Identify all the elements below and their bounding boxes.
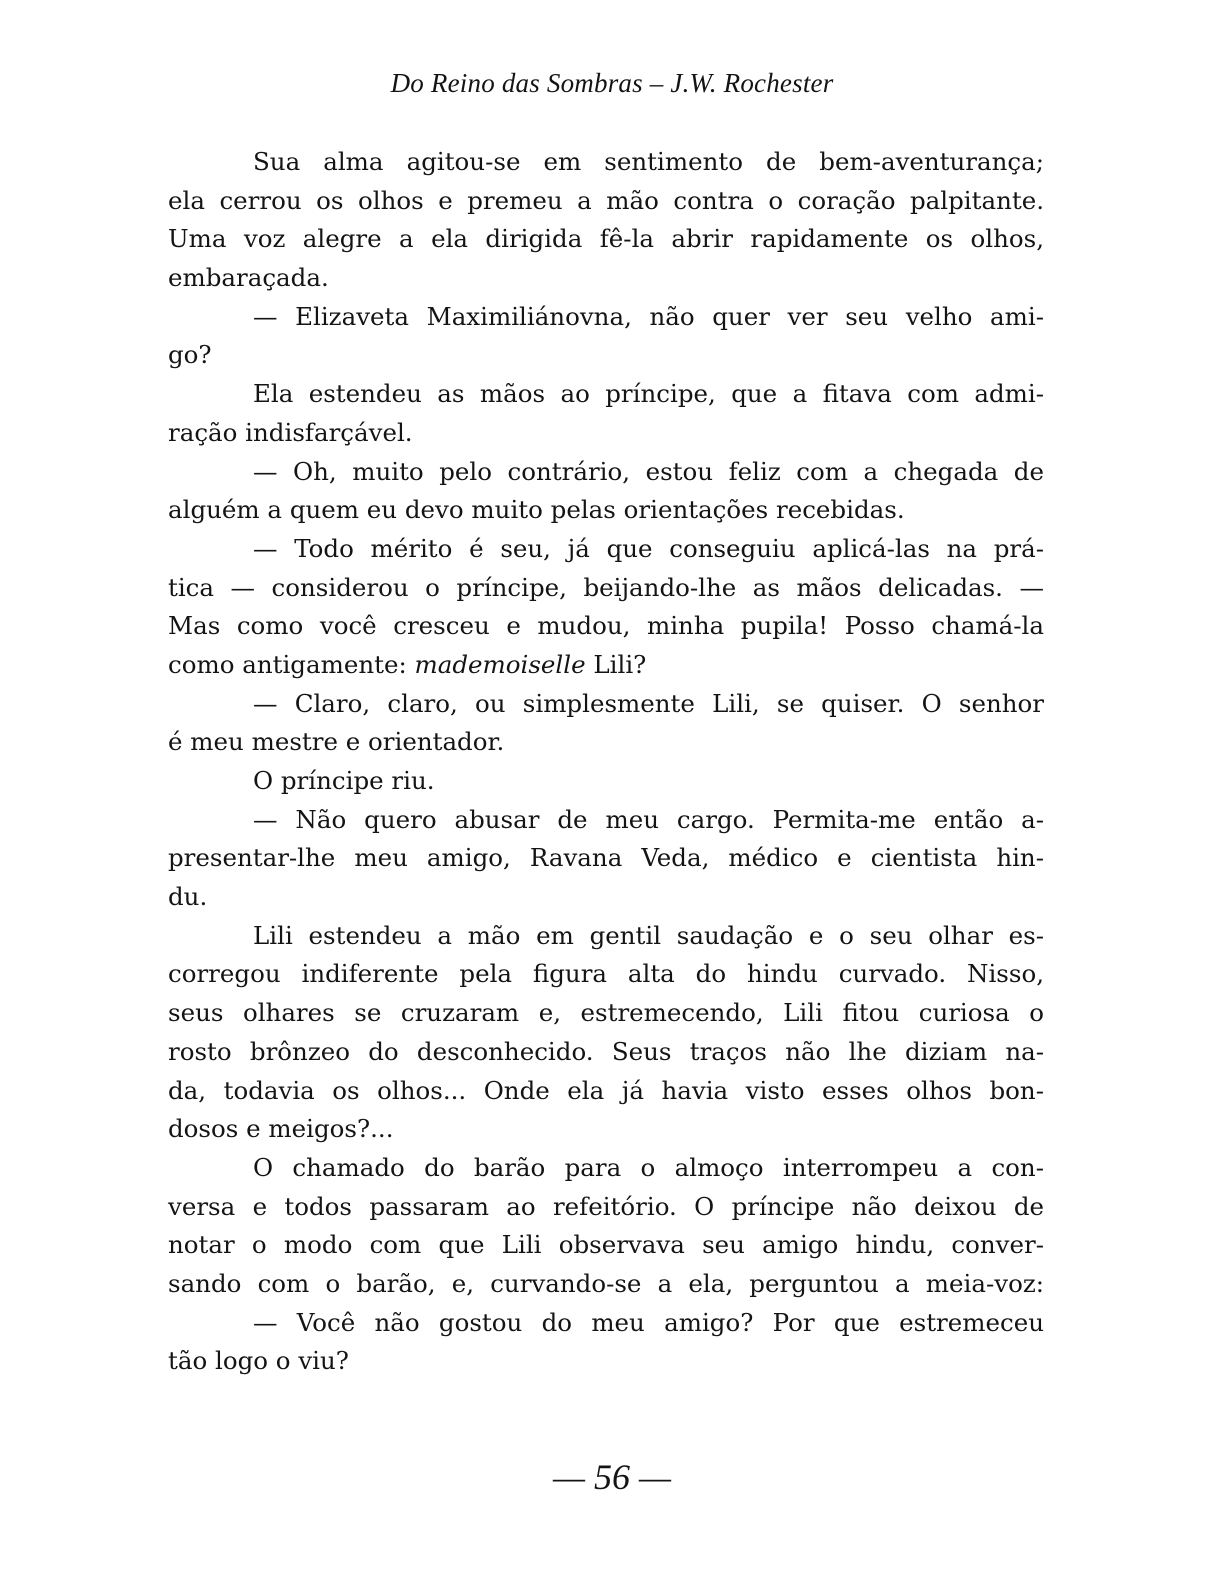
text-line: corregou indiferente pela figura alta do hindu curvado. Nisso, [168, 959, 1044, 989]
text-line: Uma voz alegre a ela dirigida fê-la abrir rapidamente os olhos, [168, 224, 1044, 254]
text-line: alguém a quem eu devo muito pelas orientações recebidas. [168, 495, 905, 525]
text-line: O príncipe riu. [253, 766, 435, 795]
text-line: — Oh, muito pelo contrário, estou feliz com a chegada de [253, 456, 1044, 486]
text-line: versa e todos passaram ao refeitório. O príncipe não deixou de [168, 1191, 1044, 1221]
text-line: notar o modo com que Lili observava seu amigo hindu, conver- [168, 1230, 1044, 1260]
text-line: — Todo mérito é seu, já que conseguiu aplicá-las na prá- [253, 533, 1044, 563]
text-line: du. [168, 882, 208, 912]
text-line: seus olhares se cruzaram e, estremecendo, Lili fitou curiosa o [168, 998, 1044, 1028]
text-line: — Elizaveta Maximiliánovna, não quer ver seu velho ami- [253, 301, 1044, 331]
text-line: tica — considerou o príncipe, beijando-lhe as mãos delicadas. — [168, 572, 1044, 602]
text-line: da, todavia os olhos... Onde ela já havia visto esses olhos bon- [168, 1075, 1044, 1105]
text-line: O chamado do barão para o almoço interrompeu a con- [253, 1152, 1044, 1182]
italic-word: mademoiselle [414, 649, 586, 679]
text-line: — Não quero abusar de meu cargo. Permita-me então a- [253, 804, 1044, 834]
text-line: presentar-lhe meu amigo, Ravana Veda, médico e cientista hin- [168, 843, 1044, 873]
text-line: — Você não gostou do meu amigo? Por que estremeceu [253, 1307, 1044, 1337]
text-line-with-italic [168, 646, 1044, 685]
text-line: Ela estendeu as mãos ao príncipe, que a fitava com admi- [253, 379, 1044, 409]
text-line: rosto brônzeo do desconhecido. Seus traços não lhe diziam na- [168, 1036, 1044, 1066]
text-line: é meu mestre e orientador. [168, 727, 505, 757]
text-line: embaraçada. [168, 263, 329, 293]
page-number: — 56 — [552, 1457, 672, 1497]
text-line: Lili estendeu a mão em gentil saudação e o seu olhar es- [253, 920, 1044, 950]
text-line: sando com o barão, e, curvando-se a ela, perguntou a meia-voz: [168, 1268, 1044, 1298]
text-segment: Lili? [585, 649, 647, 679]
text-line: ela cerrou os olhos e premeu a mão contra o coração palpitante. [168, 185, 1044, 215]
text-line: dosos e meigos?... [168, 1114, 394, 1144]
text-segment: como antigamente: [168, 649, 415, 679]
text-line: Mas como você cresceu e mudou, minha pupila! Posso chamá-la [168, 611, 1044, 641]
text-line: — Claro, claro, ou simplesmente Lili, se quiser. O senhor [253, 688, 1044, 718]
running-header: Do Reino das Sombras – J.W. Rochester [390, 68, 834, 98]
text-line: tão logo o viu? [168, 1346, 349, 1376]
page-body-text [168, 143, 1044, 1381]
text-line: ração indisfarçável. [168, 417, 413, 447]
text-line: Sua alma agitou-se em sentimento de bem-aventurança; [253, 147, 1044, 176]
text-line: go? [168, 340, 212, 370]
